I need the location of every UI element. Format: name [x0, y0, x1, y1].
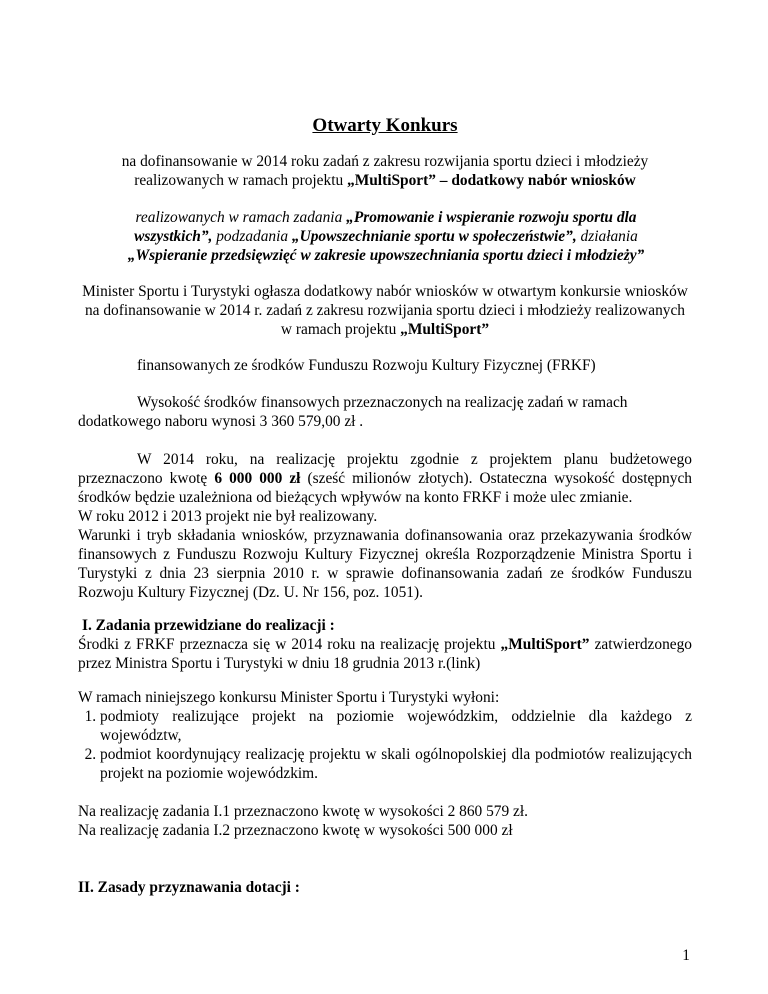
- task-scope-a: realizowanych w ramach zadania: [135, 209, 347, 226]
- allocation-1: Na realizację zadania I.1 przeznaczono kwotę w wysokości 2 860 579 zł.: [78, 803, 528, 820]
- announcement-text: Minister Sportu i Turystyki ogłasza dodatkowy nabór wniosków w otwartym konkursie wniosków na dofinansowanie w 2014 r. zadań z zakresu rozwijania sportu dzieci i młodzieży realizowanych w ramach projektu: [82, 283, 688, 338]
- selection-intro: W ramach niniejszego konkursu Minister Sportu i Turystyki wyłoni:: [78, 689, 500, 706]
- section-1-text-a: Środki z FRKF przeznacza się w 2014 roku na realizację projektu: [78, 636, 501, 653]
- budget-text-a: W 2014 roku, na realizację projektu zgodnie z projektem planu budżetowego przeznaczono kwotę: [78, 451, 692, 487]
- selection-list: [78, 707, 692, 783]
- funding-source: finansowanych ze środków Funduszu Rozwoju Kultury Fizycznej (FRKF): [137, 357, 596, 374]
- subtitle-line-1: na dofinansowanie w 2014 roku zadań z zakresu rozwijania sportu dzieci i młodzieży: [121, 153, 649, 170]
- not-realized-note: W roku 2012 i 2013 projekt nie był realizowany.: [78, 508, 378, 525]
- section-1-project: „MultiSport”: [500, 636, 590, 653]
- subtitle-line-2: [78, 171, 692, 190]
- subtitle-prefix: realizowanych w ramach projektu: [134, 172, 348, 189]
- subtitle-project: „MultiSport” – dodatkowy nabór wniosków: [347, 172, 636, 189]
- task-name: „Promowanie i wspieranie rozwoju sportu dla wszystkich”,: [134, 209, 637, 245]
- announcement-project: „MultiSport”: [400, 321, 490, 338]
- page-number: 1: [682, 947, 690, 964]
- budget-amount: 6 000 000 zł: [214, 470, 301, 487]
- section-1-text: [78, 635, 692, 673]
- action-name: „Wspieranie przedsięwzięć w zakresie upowszechniania sportu dzieci i młodzieży”: [127, 247, 645, 264]
- section-1-heading: I. Zadania przewidziane do realizacji :: [82, 617, 335, 634]
- document-page: [78, 0, 692, 994]
- section-1-text-b: zatwierdzonego przez Ministra Sportu i Turystyki w dniu 18 grudnia 2013 r.(link): [78, 636, 692, 672]
- task-scope: [116, 208, 656, 265]
- list-item: 1. podmioty realizujące projekt na poziomie wojewódzkim, oddzielnie dla każdego z województw,: [100, 707, 692, 745]
- amount-paragraph: Wysokość środków finansowych przeznaczonych na realizację zadań w ramach dodatkowego naboru wynosi 3 360 579,00 zł .: [78, 394, 628, 430]
- task-scope-c: podzadania: [212, 228, 292, 245]
- budget-text: [78, 450, 692, 507]
- subtitle: [78, 152, 692, 190]
- allocation-2: Na realizację zadania I.2 przeznaczono kwotę w wysokości 500 000 zł: [78, 822, 513, 839]
- budget-text-b: (sześć milionów złotych). Ostateczna wysokość dostępnych środków będzie uzależniona od bieżących wpływów na konto FRKF i może ulec zmianie.: [78, 470, 692, 506]
- section-2-heading: II. Zasady przyznawania dotacji :: [78, 879, 300, 896]
- announcement: [78, 282, 692, 339]
- task-scope-e: działania: [576, 228, 638, 245]
- list-item: 2. podmiot koordynujący realizację projektu w skali ogólnopolskiej dla podmiotów realizujących projekt na poziomie wojewódzkim.: [100, 745, 692, 783]
- subtask-name: „Upowszechnianie sportu w społeczeństwie”,: [291, 228, 577, 245]
- page-title: Otwarty Konkurs: [312, 115, 458, 136]
- regulation-paragraph: Warunki i tryb składania wniosków, przyznawania dofinansowania oraz przekazywania środków finansowych z Funduszu Rozwoju Kultury Fizycznej określa Rozporządzenie Ministra Sportu i Turystyki z dnia 23 sierpnia 2010 r. w sprawie dofinansowania zadań ze środków Funduszu Rozwoju Kultury Fizycznej (Dz. U. Nr 156, poz. 1051).: [78, 527, 692, 601]
- budget-paragraph: [78, 450, 692, 602]
